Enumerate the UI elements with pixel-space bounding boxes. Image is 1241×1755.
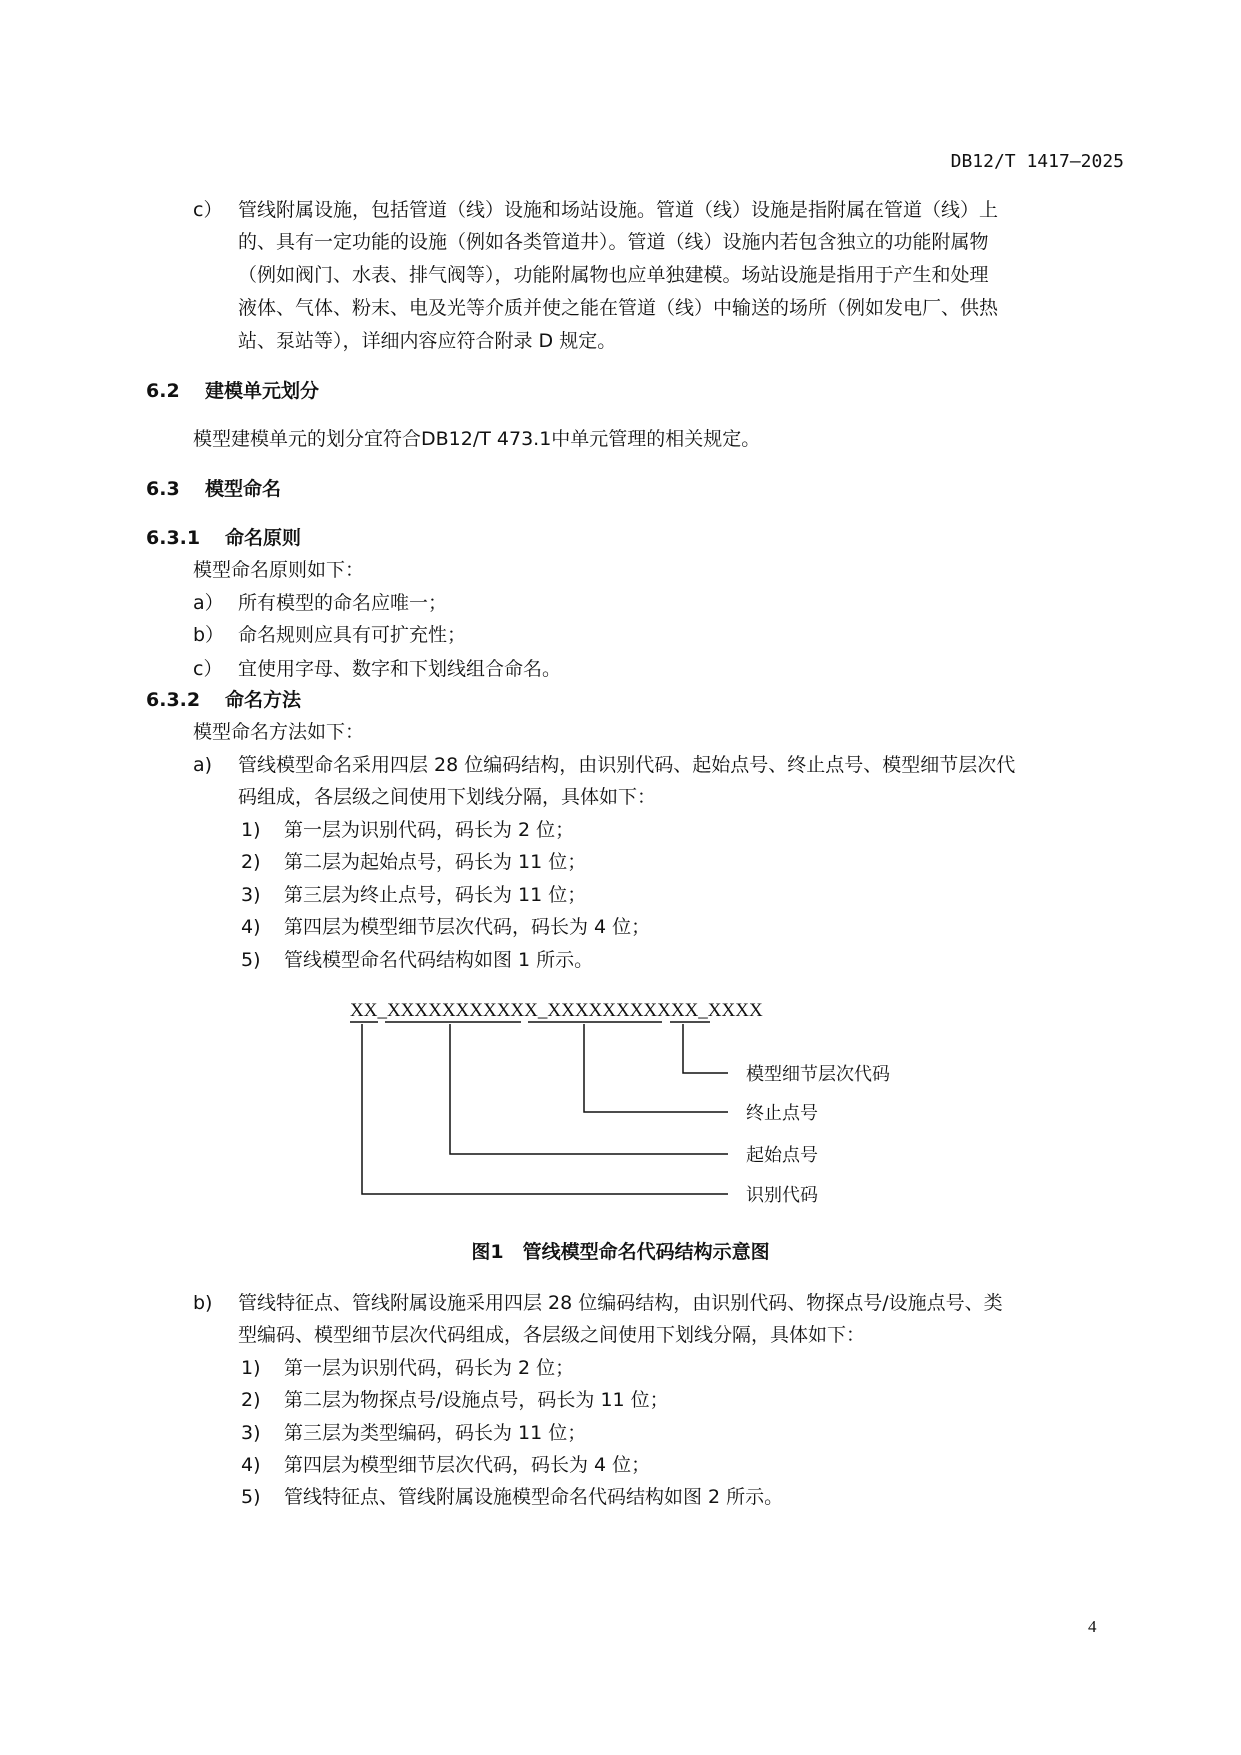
paragraph-line: 管线附属设施，包括管道（线）设施和场站设施。管道（线）设施是指附属在管道（线）上 (238, 199, 999, 221)
list-marker: 2) (241, 1389, 261, 1411)
section-number: 6.2 (146, 380, 180, 402)
paragraph-line: 的、具有一定功能的设施（例如各类管道井）。管道（线）设施内若包含独立的功能附属物 (238, 231, 989, 253)
paragraph-line: 站、泵站等），详细内容应符合附录 D 规定。 (238, 330, 617, 352)
list-marker: 3) (241, 1422, 261, 1444)
document-number: DB12/T 1417—2025 (950, 151, 1124, 172)
paragraph: 模型命名原则如下： (193, 559, 365, 581)
list-marker: 1) (241, 1357, 261, 1379)
list-marker: a) (193, 754, 213, 776)
list-marker: 5) (241, 1486, 261, 1508)
list-item: 第一层为识别代码，码长为 2 位； (284, 819, 575, 841)
list-marker: 1) (241, 819, 261, 841)
connector-line (683, 1024, 728, 1073)
list-marker: c） (193, 199, 223, 221)
label-start-point: 起始点号 (746, 1145, 818, 1166)
section-number: 6.3.2 (146, 689, 201, 711)
label-identification-code: 识别代码 (746, 1185, 818, 1206)
section-title: 命名方法 (225, 689, 302, 711)
section-number: 6.3 (146, 478, 180, 500)
list-item: 命名规则应具有可扩充性； (238, 624, 467, 646)
section-title: 命名原则 (225, 527, 302, 549)
figure-1-code-structure-diagram (340, 990, 940, 1220)
paragraph: 模型命名方法如下： (193, 721, 365, 743)
code-pattern: XX_XXXXXXXXXXX_XXXXXXXXXXX_XXXX (350, 1000, 763, 1021)
list-marker: 4) (241, 916, 261, 938)
section-number: 6.3.1 (146, 527, 201, 549)
list-marker: b） (193, 624, 225, 646)
label-lod-code: 模型细节层次代码 (746, 1064, 890, 1085)
paragraph: 模型建模单元的划分宜符合DB12/T 473.1中单元管理的相关规定。 (193, 428, 761, 450)
section-title: 建模单元划分 (205, 380, 320, 402)
list-marker: 4) (241, 1454, 261, 1476)
list-marker: 3) (241, 884, 261, 906)
list-item: 第四层为模型细节层次代码，码长为 4 位； (284, 1454, 651, 1476)
section-title: 模型命名 (205, 478, 282, 500)
paragraph-line: （例如阀门、水表、排气阀等），功能附属物也应单独建模。场站设施是指用于产生和处理 (238, 264, 989, 286)
list-item: 第三层为类型编码，码长为 11 位； (284, 1422, 587, 1444)
list-marker: c） (193, 658, 223, 680)
page-number: 4 (1088, 1617, 1097, 1636)
list-marker: b) (193, 1292, 213, 1314)
list-item: 管线模型命名代码结构如图 1 所示。 (284, 949, 594, 971)
list-item: 宜使用字母、数字和下划线组合命名。 (238, 658, 562, 680)
list-marker: a） (193, 592, 224, 614)
list-item: 管线特征点、管线附属设施模型命名代码结构如图 2 所示。 (284, 1486, 784, 1508)
connector-line (362, 1024, 728, 1194)
paragraph-line: 型编码、模型细节层次代码组成，各层级之间使用下划线分隔，具体如下： (238, 1324, 866, 1346)
list-marker: 2) (241, 851, 261, 873)
connector-line (584, 1024, 728, 1112)
list-item: 第四层为模型细节层次代码，码长为 4 位； (284, 916, 651, 938)
figure-caption: 图1 管线模型命名代码结构示意图 (471, 1241, 770, 1263)
list-marker: 5) (241, 949, 261, 971)
connector-line (450, 1024, 728, 1154)
paragraph-line: 管线特征点、管线附属设施采用四层 28 位编码结构，由识别代码、物探点号/设施点号、类 (238, 1292, 1003, 1314)
paragraph-line: 码组成，各层级之间使用下划线分隔，具体如下： (238, 786, 657, 808)
label-end-point: 终止点号 (746, 1103, 818, 1124)
paragraph-line: 液体、气体、粉末、电及光等介质并使之能在管道（线）中输送的场所（例如发电厂、供热 (238, 297, 999, 319)
list-item: 所有模型的命名应唯一； (238, 592, 448, 614)
list-item: 第二层为物探点号/设施点号，码长为 11 位； (284, 1389, 669, 1411)
paragraph-line: 管线模型命名采用四层 28 位编码结构，由识别代码、起始点号、终止点号、模型细节层次代 (238, 754, 1016, 776)
list-item: 第一层为识别代码，码长为 2 位； (284, 1357, 575, 1379)
list-item: 第二层为起始点号，码长为 11 位； (284, 851, 587, 873)
list-item: 第三层为终止点号，码长为 11 位； (284, 884, 587, 906)
